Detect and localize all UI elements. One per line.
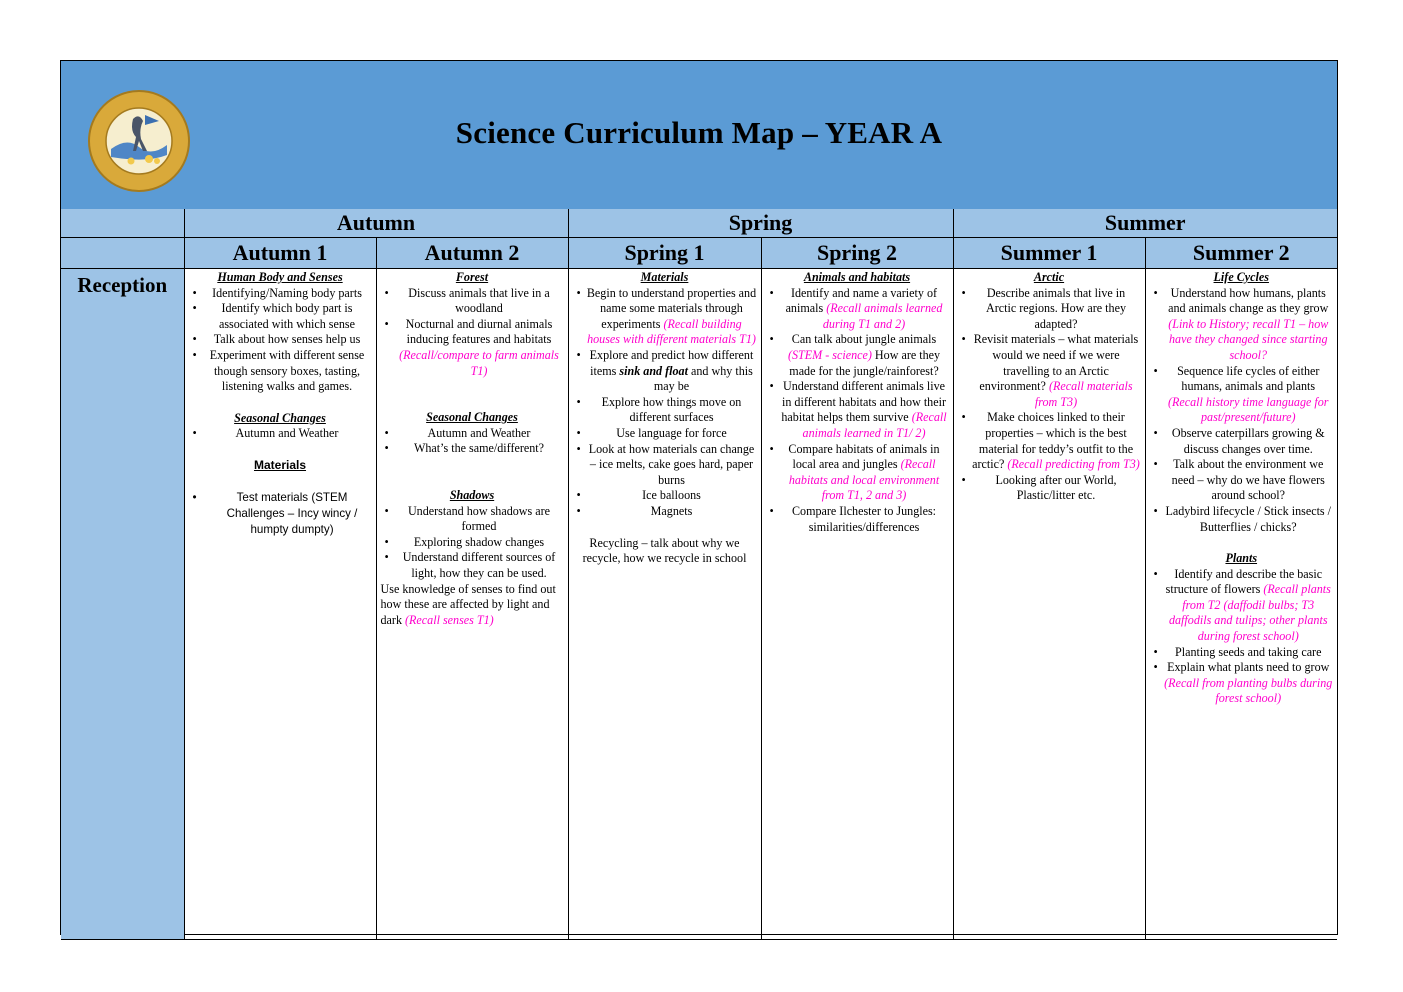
bullet-list bbox=[189, 286, 372, 395]
list-item: • Compare habitats of animals in local area and jungles (Recall habitats and local environment from T1, 2 and 3) bbox=[766, 442, 949, 504]
term-header-row bbox=[61, 209, 1337, 238]
list-item: • What’s the same/different? bbox=[381, 441, 564, 457]
list-item: • Magnets bbox=[573, 504, 757, 520]
bullet-list bbox=[381, 426, 564, 457]
curriculum-table bbox=[61, 209, 1337, 940]
list-item: • Understand how humans, plants and animals change as they grow (Link to History; recall T1 – how have they changed since starting school? bbox=[1150, 286, 1334, 364]
half-term-summer-1: Summer 1 bbox=[953, 238, 1145, 269]
list-item: • Understand how shadows are formed bbox=[381, 504, 564, 535]
list-item: • Experiment with different sense though sensory boxes, tasting, listening walks and games. bbox=[189, 348, 372, 395]
bullet-list bbox=[189, 426, 372, 442]
topic-heading: Materials bbox=[253, 457, 307, 472]
list-item: • Exploring shadow changes bbox=[381, 535, 564, 551]
list-item: • Observe caterpillars growing & discuss changes over time. bbox=[1150, 426, 1334, 457]
list-item: • Describe animals that live in Arctic regions. How are they adapted? bbox=[958, 286, 1141, 333]
corner-cell-2 bbox=[61, 238, 184, 269]
list-item: • Can talk about jungle animals (STEM - science) How are they made for the jungle/rainforest? bbox=[766, 332, 949, 379]
half-term-spring-1: Spring 1 bbox=[568, 238, 761, 269]
topic-heading: Human Body and Senses bbox=[217, 270, 343, 284]
curriculum-page bbox=[60, 60, 1338, 935]
topic-heading: Arctic bbox=[1033, 270, 1065, 284]
list-item: • Identifying/Naming body parts bbox=[189, 286, 372, 302]
list-item: • Nocturnal and diurnal animals inducing features and habitats (Recall/compare to farm animals T1) bbox=[381, 317, 564, 379]
topic-heading: Animals and habitats bbox=[803, 270, 911, 284]
half-term-spring-2: Spring 2 bbox=[761, 238, 953, 269]
topic-heading: Seasonal Changes bbox=[426, 410, 518, 425]
list-item: • Looking after our World, Plastic/litter etc. bbox=[958, 473, 1141, 504]
list-item: • Planting seeds and taking care bbox=[1150, 645, 1334, 661]
topic-heading: Plants bbox=[1225, 551, 1258, 566]
bullet-list bbox=[766, 286, 949, 536]
paragraph: Recycling – talk about why we recycle, how we recycle in school bbox=[582, 535, 747, 566]
list-item: • Ice balloons bbox=[573, 488, 757, 504]
bullet-list bbox=[189, 490, 372, 538]
list-item: • Talk about how senses help us bbox=[189, 332, 372, 348]
half-term-header-row bbox=[61, 238, 1337, 269]
topic-heading: Materials bbox=[640, 270, 689, 284]
topic-heading: Seasonal Changes bbox=[234, 410, 326, 425]
cell-autumn-2 bbox=[376, 269, 568, 940]
list-item: • Compare Ilchester to Jungles: similarities/differences bbox=[766, 504, 949, 535]
list-item: • Begin to understand properties and name some materials through experiments (Recall building houses with different materials T1) bbox=[573, 286, 757, 348]
reception-row bbox=[61, 269, 1337, 940]
list-item: • Explore how things move on different surfaces bbox=[573, 395, 757, 426]
cell-summer-1 bbox=[953, 269, 1145, 940]
list-item: • Look at how materials can change – ice melts, cake goes hard, paper burns bbox=[573, 442, 757, 489]
row-label-reception: Reception bbox=[61, 269, 184, 940]
list-item: • Use language for force bbox=[573, 426, 757, 442]
list-item: • Explore and predict how different items sink and float and why this may be bbox=[573, 348, 757, 395]
term-autumn: Autumn bbox=[184, 209, 568, 238]
paragraph: Use knowledge of senses to find out how these are affected by light and dark (Recall senses T1) bbox=[380, 581, 556, 627]
list-item: • Understand different animals live in different habitats and how their habitat helps them survive (Recall animals learned in T1/ 2) bbox=[766, 379, 949, 441]
topic-heading: Shadows bbox=[449, 487, 495, 502]
title-banner bbox=[61, 61, 1337, 210]
page-title: Science Curriculum Map – YEAR A bbox=[455, 115, 943, 150]
bullet-list bbox=[381, 504, 564, 582]
half-term-autumn-1: Autumn 1 bbox=[184, 238, 376, 269]
list-item: • Autumn and Weather bbox=[189, 426, 372, 442]
list-item: • Talk about the environment we need – why do we have flowers around school? bbox=[1150, 457, 1334, 504]
list-item: • Identify which body part is associated with which sense bbox=[189, 301, 372, 332]
list-item: • Make choices linked to their properties – which is the best material for teddy’s outfit to the arctic? (Recall predicting from T3) bbox=[958, 410, 1141, 472]
bullet-list bbox=[958, 286, 1141, 504]
bullet-list bbox=[573, 286, 757, 520]
list-item: • Sequence life cycles of either humans, animals and plants (Recall history time language for past/present/future) bbox=[1150, 364, 1334, 426]
topic-heading: Life Cycles bbox=[1213, 270, 1269, 284]
list-item: • Revisit materials – what materials would we need if we were travelling to an Arctic environment? (Recall materials from T3) bbox=[958, 332, 1141, 410]
list-item: • Ladybird lifecycle / Stick insects / Butterflies / chicks? bbox=[1150, 504, 1334, 535]
half-term-autumn-2: Autumn 2 bbox=[376, 238, 568, 269]
list-item: • Discuss animals that live in a woodland bbox=[381, 286, 564, 317]
list-item: • Explain what plants need to grow (Recall from planting bulbs during forest school) bbox=[1150, 660, 1334, 707]
corner-cell bbox=[61, 209, 184, 238]
list-item: • Test materials (STEM Challenges – Incy wincy / humpty dumpty) bbox=[189, 490, 372, 538]
cell-spring-1 bbox=[568, 269, 761, 940]
half-term-summer-2: Summer 2 bbox=[1145, 238, 1337, 269]
topic-heading: Forest bbox=[455, 270, 489, 284]
bullet-list bbox=[1150, 286, 1334, 536]
list-item: • Identify and describe the basic structure of flowers (Recall plants from T2 (daffodil bulbs; T3 daffodils and tulips; other plants during forest school) bbox=[1150, 567, 1334, 645]
cell-autumn-1 bbox=[184, 269, 376, 940]
cell-spring-2 bbox=[761, 269, 953, 940]
bullet-list bbox=[381, 286, 564, 380]
term-summer: Summer bbox=[953, 209, 1337, 238]
list-item: • Identify and name a variety of animals (Recall animals learned during T1 and 2) bbox=[766, 286, 949, 333]
cell-summer-2 bbox=[1145, 269, 1337, 940]
list-item: • Autumn and Weather bbox=[381, 426, 564, 442]
term-spring: Spring bbox=[568, 209, 953, 238]
list-item: • Understand different sources of light, how they can be used. bbox=[381, 550, 564, 581]
bullet-list bbox=[1150, 567, 1334, 707]
